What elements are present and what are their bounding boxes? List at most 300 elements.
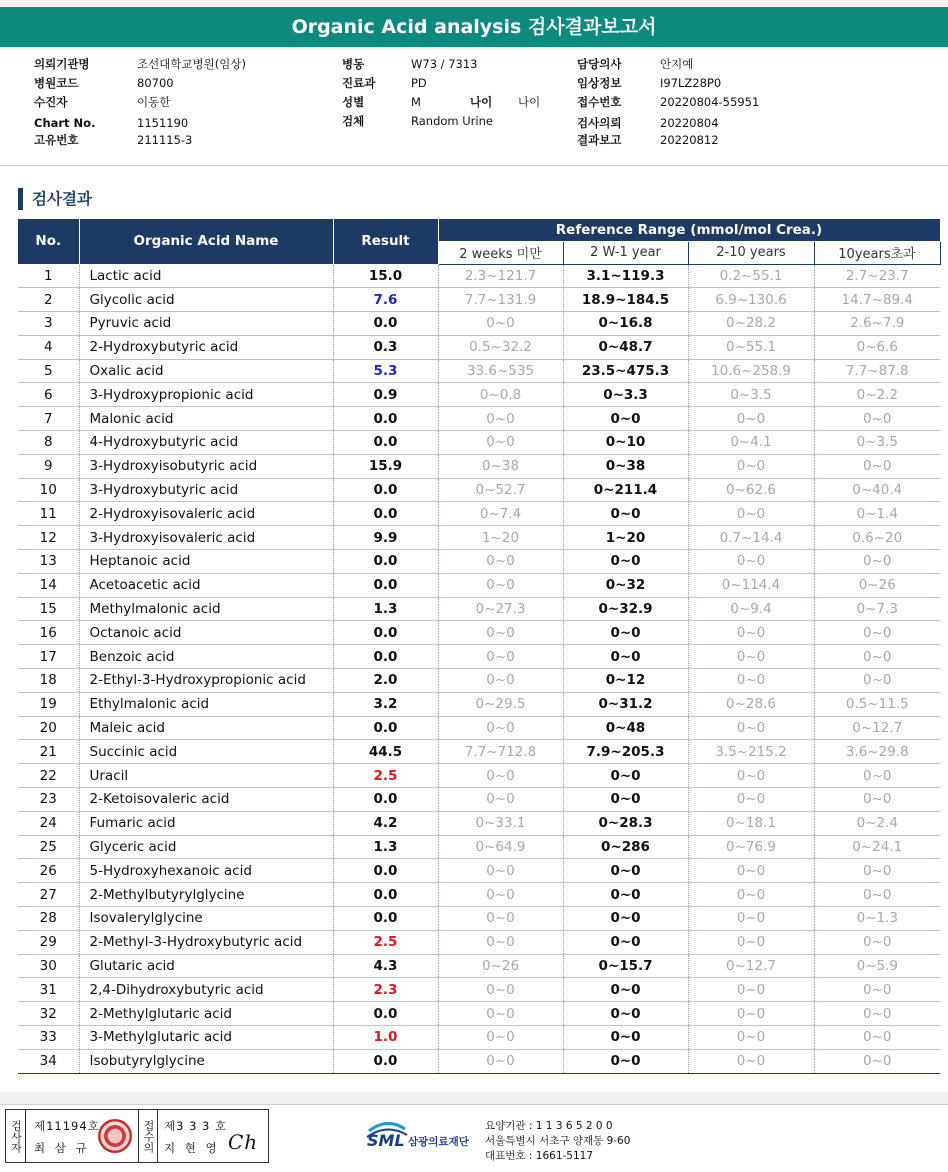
result-value: 2.0 bbox=[333, 669, 438, 693]
acid-name: Fumaric acid bbox=[79, 811, 333, 835]
info-label: 병동 bbox=[342, 57, 365, 71]
ref-2-weeks: 0~0 bbox=[438, 407, 563, 431]
ref-2-10-years: 0~28.2 bbox=[688, 312, 814, 336]
row-no: 33 bbox=[18, 1026, 79, 1050]
acid-name: Methylmalonic acid bbox=[79, 597, 333, 621]
ref-2-weeks: 0.5~32.2 bbox=[438, 335, 563, 359]
ref-2-10-years: 0~0 bbox=[688, 978, 814, 1002]
info-value: 이동한 bbox=[137, 95, 171, 109]
info-label: 검사의뢰 bbox=[577, 116, 622, 130]
ref-10-years: 0~0 bbox=[814, 1026, 940, 1050]
acid-name: Oxalic acid bbox=[79, 359, 333, 383]
ref-2-weeks: 0~0 bbox=[438, 645, 563, 669]
ref-2-weeks: 0~0 bbox=[438, 930, 563, 954]
ref-2-weeks: 0~26 bbox=[438, 954, 563, 978]
ref-2-10-years: 0~0 bbox=[688, 883, 814, 907]
table-row bbox=[18, 407, 940, 431]
ref-2-weeks: 7.7~712.8 bbox=[438, 740, 563, 764]
info-label: 담당의사 bbox=[577, 57, 622, 71]
official-seal-icon bbox=[98, 1119, 132, 1153]
row-no: 9 bbox=[18, 454, 79, 478]
row-no: 14 bbox=[18, 573, 79, 597]
ref-2-10-years: 0~0 bbox=[688, 454, 814, 478]
patient-info-panel bbox=[0, 50, 948, 166]
ref-2w-1year: 0~0 bbox=[563, 550, 688, 574]
acid-name: Pyruvic acid bbox=[79, 312, 333, 336]
ref-2-10-years: 0~0 bbox=[688, 859, 814, 883]
ref-2-10-years: 0~0 bbox=[688, 621, 814, 645]
acid-name: 2-Hydroxyisovaleric acid bbox=[79, 502, 333, 526]
ref-10-years: 7.7~87.8 bbox=[814, 359, 940, 383]
table-row bbox=[18, 716, 940, 740]
ref-2-10-years: 0~0 bbox=[688, 788, 814, 812]
info-value: 나이 bbox=[518, 95, 541, 109]
ref-2w-1year: 0~38 bbox=[563, 454, 688, 478]
result-value: 3.2 bbox=[333, 692, 438, 716]
ref-2w-1year: 0~32 bbox=[563, 573, 688, 597]
info-value: 안지예 bbox=[660, 57, 694, 71]
table-row bbox=[18, 359, 940, 383]
ref-2-10-years: 0~28.6 bbox=[688, 692, 814, 716]
ref-2-10-years: 0~76.9 bbox=[688, 835, 814, 859]
ref-2w-1year: 7.9~205.3 bbox=[563, 740, 688, 764]
table-row bbox=[18, 1049, 940, 1073]
table-row bbox=[18, 645, 940, 669]
result-value: 0.0 bbox=[333, 478, 438, 502]
ref-2-10-years: 0~0 bbox=[688, 669, 814, 693]
ref-2w-1year: 0~12 bbox=[563, 669, 688, 693]
ref-2w-1year: 0~286 bbox=[563, 835, 688, 859]
acid-name: Isovalerylglycine bbox=[79, 907, 333, 931]
result-value: 0.0 bbox=[333, 645, 438, 669]
ref-10-years: 0~2.2 bbox=[814, 383, 940, 407]
row-no: 12 bbox=[18, 526, 79, 550]
org-name: 삼광의료재단 bbox=[408, 1136, 469, 1148]
ref-10-years: 0~0 bbox=[814, 883, 940, 907]
ref-2-weeks: 0~0 bbox=[438, 669, 563, 693]
row-no: 18 bbox=[18, 669, 79, 693]
ref-10-years: 0~5.9 bbox=[814, 954, 940, 978]
ref-2-10-years: 0~0 bbox=[688, 645, 814, 669]
info-value: Random Urine bbox=[411, 114, 493, 128]
ref-2-10-years: 3.5~215.2 bbox=[688, 740, 814, 764]
result-value: 0.0 bbox=[333, 1049, 438, 1073]
ref-10-years: 0~26 bbox=[814, 573, 940, 597]
acid-name: 2-Methylbutyrylglycine bbox=[79, 883, 333, 907]
acid-name: Ethylmalonic acid bbox=[79, 692, 333, 716]
ref-2-weeks: 0~27.3 bbox=[438, 597, 563, 621]
ref-2w-1year: 18.9~184.5 bbox=[563, 288, 688, 312]
acid-name: 5-Hydroxyhexanoic acid bbox=[79, 859, 333, 883]
ref-2w-1year: 0~0 bbox=[563, 407, 688, 431]
ref-10-years: 0~1.4 bbox=[814, 502, 940, 526]
ref-10-years: 0.5~11.5 bbox=[814, 692, 940, 716]
row-no: 11 bbox=[18, 502, 79, 526]
acid-name: 2-Methylglutaric acid bbox=[79, 1002, 333, 1026]
ref-2-weeks: 0~0.8 bbox=[438, 383, 563, 407]
acid-name: Benzoic acid bbox=[79, 645, 333, 669]
table-row bbox=[18, 669, 940, 693]
row-no: 7 bbox=[18, 407, 79, 431]
ref-10-years: 0~40.4 bbox=[814, 478, 940, 502]
ref-2-weeks: 0~0 bbox=[438, 764, 563, 788]
info-value: W73 / 7313 bbox=[411, 57, 478, 71]
row-no: 22 bbox=[18, 764, 79, 788]
acid-name: Isobutyrylglycine bbox=[79, 1049, 333, 1073]
info-value: M bbox=[411, 95, 421, 109]
results-table bbox=[18, 219, 941, 1074]
ref-10-years: 14.7~89.4 bbox=[814, 288, 940, 312]
reviewer-license: 제3 3 3 호 bbox=[164, 1119, 228, 1133]
ref-2-weeks: 0~7.4 bbox=[438, 502, 563, 526]
footer-line: 요양기관 : 1 1 3 6 5 2 0 0 bbox=[485, 1120, 613, 1132]
ref-10-years: 0~3.5 bbox=[814, 431, 940, 455]
ref-10-years: 0~0 bbox=[814, 788, 940, 812]
ref-2w-1year: 0~48 bbox=[563, 716, 688, 740]
table-row bbox=[18, 978, 940, 1002]
result-value: 44.5 bbox=[333, 740, 438, 764]
row-no: 31 bbox=[18, 978, 79, 1002]
ref-2-10-years: 0~0 bbox=[688, 930, 814, 954]
result-value: 0.0 bbox=[333, 502, 438, 526]
ref-2-10-years: 0~62.6 bbox=[688, 478, 814, 502]
acid-name: Succinic acid bbox=[79, 740, 333, 764]
ref-2w-1year: 0~32.9 bbox=[563, 597, 688, 621]
ref-10-years: 0~0 bbox=[814, 454, 940, 478]
info-label: 성별 bbox=[342, 95, 365, 109]
ref-2w-1year: 0~0 bbox=[563, 978, 688, 1002]
ref-2-weeks: 33.6~535 bbox=[438, 359, 563, 383]
ref-10-years: 2.6~7.9 bbox=[814, 312, 940, 336]
table-row bbox=[18, 431, 940, 455]
table-row bbox=[18, 835, 940, 859]
ref-2-weeks: 2.3~121.7 bbox=[438, 264, 563, 288]
ref-2-weeks: 0~0 bbox=[438, 859, 563, 883]
ref-2-10-years: 0~0 bbox=[688, 550, 814, 574]
table-row bbox=[18, 811, 940, 835]
ref-10-years: 0~0 bbox=[814, 621, 940, 645]
ref-2-10-years: 0~12.7 bbox=[688, 954, 814, 978]
ref-2-10-years: 0~0 bbox=[688, 716, 814, 740]
info-label: 나이 bbox=[470, 95, 493, 109]
ref-2w-1year: 0~0 bbox=[563, 859, 688, 883]
row-no: 5 bbox=[18, 359, 79, 383]
ref-10-years: 0.6~20 bbox=[814, 526, 940, 550]
report-title: Organic Acid analysis 검사결과보고서 bbox=[0, 7, 948, 47]
ref-10-years: 0~0 bbox=[814, 645, 940, 669]
ref-2-weeks: 0~0 bbox=[438, 978, 563, 1002]
ref-10-years: 3.6~29.8 bbox=[814, 740, 940, 764]
table-row bbox=[18, 454, 940, 478]
row-no: 15 bbox=[18, 597, 79, 621]
ref-2-10-years: 0~0 bbox=[688, 1026, 814, 1050]
ref-2-weeks: 0~0 bbox=[438, 1002, 563, 1026]
ref-2w-1year: 0~3.3 bbox=[563, 383, 688, 407]
ref-2w-1year: 0~28.3 bbox=[563, 811, 688, 835]
report-footer bbox=[0, 1104, 948, 1172]
info-label: 수진자 bbox=[34, 95, 68, 109]
result-value: 0.9 bbox=[333, 383, 438, 407]
info-label: 임상정보 bbox=[577, 76, 622, 90]
ref-2w-1year: 0~48.7 bbox=[563, 335, 688, 359]
acid-name: Uracil bbox=[79, 764, 333, 788]
info-value: 80700 bbox=[137, 76, 174, 90]
ref-10-years: 0~24.1 bbox=[814, 835, 940, 859]
acid-name: 2-Hydroxybutyric acid bbox=[79, 335, 333, 359]
result-value: 5.3 bbox=[333, 359, 438, 383]
ref-2w-1year: 0~0 bbox=[563, 645, 688, 669]
result-value: 0.0 bbox=[333, 312, 438, 336]
ref-2w-1year: 0~10 bbox=[563, 431, 688, 455]
table-row bbox=[18, 907, 940, 931]
result-value: 0.0 bbox=[333, 907, 438, 931]
acid-name: Glutaric acid bbox=[79, 954, 333, 978]
inspector-label: 검사자 bbox=[6, 1110, 26, 1162]
row-no: 30 bbox=[18, 954, 79, 978]
ref-2-weeks: 0~0 bbox=[438, 573, 563, 597]
table-row bbox=[18, 930, 940, 954]
table-row bbox=[18, 478, 940, 502]
ref-2w-1year: 0~0 bbox=[563, 1049, 688, 1073]
row-no: 13 bbox=[18, 550, 79, 574]
info-value: PD bbox=[411, 76, 427, 90]
acid-name: 4-Hydroxybutyric acid bbox=[79, 431, 333, 455]
acid-name: 3-Hydroxyisobutyric acid bbox=[79, 454, 333, 478]
acid-name: 3-Methylglutaric acid bbox=[79, 1026, 333, 1050]
ref-2-10-years: 0~3.5 bbox=[688, 383, 814, 407]
result-value: 0.0 bbox=[333, 788, 438, 812]
table-row bbox=[18, 502, 940, 526]
row-no: 3 bbox=[18, 312, 79, 336]
signature-box bbox=[5, 1109, 269, 1163]
acid-name: Heptanoic acid bbox=[79, 550, 333, 574]
result-value: 1.3 bbox=[333, 835, 438, 859]
ref-10-years: 0~0 bbox=[814, 764, 940, 788]
acid-name: 3-Hydroxybutyric acid bbox=[79, 478, 333, 502]
header-name: Organic Acid Name bbox=[79, 219, 333, 264]
ref-2-weeks: 1~20 bbox=[438, 526, 563, 550]
acid-name: Acetoacetic acid bbox=[79, 573, 333, 597]
ref-10-years: 0~0 bbox=[814, 930, 940, 954]
row-no: 4 bbox=[18, 335, 79, 359]
result-value: 1.0 bbox=[333, 1026, 438, 1050]
row-no: 34 bbox=[18, 1049, 79, 1073]
ref-2w-1year: 0~0 bbox=[563, 764, 688, 788]
ref-2-weeks: 0~0 bbox=[438, 431, 563, 455]
result-value: 0.0 bbox=[333, 550, 438, 574]
ref-2-weeks: 0~0 bbox=[438, 550, 563, 574]
info-value: 조선대학교병원(임상) bbox=[137, 57, 246, 71]
ref-2w-1year: 0~0 bbox=[563, 502, 688, 526]
result-value: 0.3 bbox=[333, 335, 438, 359]
table-row bbox=[18, 335, 940, 359]
ref-2w-1year: 0~31.2 bbox=[563, 692, 688, 716]
result-value: 1.3 bbox=[333, 597, 438, 621]
ref-2w-1year: 0~0 bbox=[563, 930, 688, 954]
row-no: 19 bbox=[18, 692, 79, 716]
row-no: 20 bbox=[18, 716, 79, 740]
table-row bbox=[18, 883, 940, 907]
ref-10-years: 0~0 bbox=[814, 978, 940, 1002]
table-row bbox=[18, 383, 940, 407]
info-label: 고유번호 bbox=[34, 133, 79, 147]
ref-2-weeks: 0~33.1 bbox=[438, 811, 563, 835]
acid-name: 3-Hydroxyisovaleric acid bbox=[79, 526, 333, 550]
table-row bbox=[18, 597, 940, 621]
footer-line: 대표번호 : 1661-5117 bbox=[485, 1150, 594, 1162]
info-label: 결과보고 bbox=[577, 133, 622, 147]
ref-10-years: 2.7~23.7 bbox=[814, 264, 940, 288]
row-no: 27 bbox=[18, 883, 79, 907]
result-value: 0.0 bbox=[333, 859, 438, 883]
acid-name: Lactic acid bbox=[79, 264, 333, 288]
subheader-2-10-years: 2-10 years bbox=[688, 241, 814, 264]
header-no: No. bbox=[18, 219, 79, 264]
ref-2w-1year: 0~15.7 bbox=[563, 954, 688, 978]
info-label: 검체 bbox=[342, 114, 365, 128]
result-value: 15.0 bbox=[333, 264, 438, 288]
table-row bbox=[18, 859, 940, 883]
table-row bbox=[18, 1002, 940, 1026]
ref-2-10-years: 0~0 bbox=[688, 407, 814, 431]
ref-2-weeks: 0~0 bbox=[438, 907, 563, 931]
result-value: 0.0 bbox=[333, 716, 438, 740]
row-no: 8 bbox=[18, 431, 79, 455]
table-row bbox=[18, 288, 940, 312]
table-row bbox=[18, 621, 940, 645]
row-no: 23 bbox=[18, 788, 79, 812]
info-value: I97LZ28P0 bbox=[660, 76, 722, 90]
result-value: 4.3 bbox=[333, 954, 438, 978]
acid-name: 2-Ethyl-3-Hydroxypropionic acid bbox=[79, 669, 333, 693]
subheader-2w-1year: 2 W-1 year bbox=[563, 241, 688, 264]
ref-2-weeks: 0~64.9 bbox=[438, 835, 563, 859]
info-label: 접수번호 bbox=[577, 95, 622, 109]
ref-2-10-years: 0~0 bbox=[688, 502, 814, 526]
row-no: 25 bbox=[18, 835, 79, 859]
ref-2w-1year: 0~0 bbox=[563, 621, 688, 645]
ref-2-10-years: 6.9~130.6 bbox=[688, 288, 814, 312]
ref-10-years: 0~6.6 bbox=[814, 335, 940, 359]
ref-2-weeks: 0~52.7 bbox=[438, 478, 563, 502]
footer-contact bbox=[485, 1119, 630, 1164]
ref-2-weeks: 0~0 bbox=[438, 312, 563, 336]
info-value: 20220804-55951 bbox=[660, 95, 760, 109]
info-value: 20220804 bbox=[660, 116, 719, 130]
info-value: 211115-3 bbox=[137, 133, 193, 147]
ref-10-years: 0~12.7 bbox=[814, 716, 940, 740]
info-label: 병원코드 bbox=[34, 76, 79, 90]
ref-2-10-years: 0~4.1 bbox=[688, 431, 814, 455]
table-row bbox=[18, 550, 940, 574]
sml-logo-text: SML bbox=[367, 1131, 405, 1150]
row-no: 28 bbox=[18, 907, 79, 931]
result-value: 0.0 bbox=[333, 621, 438, 645]
acid-name: Maleic acid bbox=[79, 716, 333, 740]
ref-2-10-years: 10.6~258.9 bbox=[688, 359, 814, 383]
ref-2w-1year: 3.1~119.3 bbox=[563, 264, 688, 288]
ref-2-weeks: 0~0 bbox=[438, 788, 563, 812]
row-no: 21 bbox=[18, 740, 79, 764]
acid-name: Glyceric acid bbox=[79, 835, 333, 859]
ref-2-weeks: 0~0 bbox=[438, 1049, 563, 1073]
inspector-license: 제11194호 bbox=[34, 1119, 100, 1133]
ref-2w-1year: 0~0 bbox=[563, 883, 688, 907]
ref-2-weeks: 0~0 bbox=[438, 883, 563, 907]
table-row bbox=[18, 788, 940, 812]
ref-2w-1year: 0~16.8 bbox=[563, 312, 688, 336]
ref-2-10-years: 0~0 bbox=[688, 1002, 814, 1026]
ref-2-10-years: 0~55.1 bbox=[688, 335, 814, 359]
ref-2-weeks: 0~0 bbox=[438, 1026, 563, 1050]
ref-2w-1year: 0~0 bbox=[563, 1002, 688, 1026]
acid-name: 2-Ketoisovaleric acid bbox=[79, 788, 333, 812]
ref-2-10-years: 0~18.1 bbox=[688, 811, 814, 835]
ref-2-10-years: 0~9.4 bbox=[688, 597, 814, 621]
header-result: Result bbox=[333, 219, 438, 264]
info-value: 20220812 bbox=[660, 133, 719, 147]
table-row bbox=[18, 312, 940, 336]
row-no: 26 bbox=[18, 859, 79, 883]
info-label: 의뢰기관명 bbox=[34, 57, 90, 71]
ref-2w-1year: 0~0 bbox=[563, 788, 688, 812]
ref-2w-1year: 1~20 bbox=[563, 526, 688, 550]
result-value: 7.6 bbox=[333, 288, 438, 312]
acid-name: 2,4-Dihydroxybutyric acid bbox=[79, 978, 333, 1002]
ref-2-weeks: 0~0 bbox=[438, 716, 563, 740]
acid-name: Malonic acid bbox=[79, 407, 333, 431]
ref-2-weeks: 0~38 bbox=[438, 454, 563, 478]
ref-2-10-years: 0.2~55.1 bbox=[688, 264, 814, 288]
result-value: 9.9 bbox=[333, 526, 438, 550]
results-body bbox=[18, 264, 940, 1073]
ref-10-years: 0~0 bbox=[814, 669, 940, 693]
header-reference: Reference Range (mmol/mol Crea.) bbox=[438, 219, 940, 241]
ref-10-years: 0~1.3 bbox=[814, 907, 940, 931]
subheader-10-years: 10years초과 bbox=[814, 241, 940, 264]
row-no: 2 bbox=[18, 288, 79, 312]
acid-name: Glycolic acid bbox=[79, 288, 333, 312]
result-value: 15.9 bbox=[333, 454, 438, 478]
table-row bbox=[18, 740, 940, 764]
info-value: 1151190 bbox=[137, 116, 189, 130]
info-label: Chart No. bbox=[34, 116, 96, 130]
table-row bbox=[18, 692, 940, 716]
ref-2w-1year: 23.5~475.3 bbox=[563, 359, 688, 383]
row-no: 29 bbox=[18, 930, 79, 954]
row-no: 17 bbox=[18, 645, 79, 669]
subheader-2-weeks: 2 weeks 미만 bbox=[438, 241, 563, 264]
ref-10-years: 0~2.4 bbox=[814, 811, 940, 835]
table-row bbox=[18, 764, 940, 788]
footer-line: 서울특별시 서초구 양재동 9-60 bbox=[485, 1135, 631, 1147]
table-row bbox=[18, 264, 940, 288]
reviewer-name: 지 현 영 bbox=[164, 1141, 220, 1155]
result-value: 4.2 bbox=[333, 811, 438, 835]
info-label: 진료과 bbox=[342, 76, 376, 90]
ref-2-weeks: 0~29.5 bbox=[438, 692, 563, 716]
result-value: 0.0 bbox=[333, 573, 438, 597]
ref-2-10-years: 0~0 bbox=[688, 907, 814, 931]
ref-2w-1year: 0~0 bbox=[563, 1026, 688, 1050]
result-value: 2.5 bbox=[333, 764, 438, 788]
inspector-name: 최 삼 규 bbox=[34, 1141, 90, 1155]
result-value: 0.0 bbox=[333, 407, 438, 431]
ref-10-years: 0~0 bbox=[814, 1049, 940, 1073]
acid-name: 3-Hydroxypropionic acid bbox=[79, 383, 333, 407]
row-no: 24 bbox=[18, 811, 79, 835]
ref-2-weeks: 0~0 bbox=[438, 621, 563, 645]
